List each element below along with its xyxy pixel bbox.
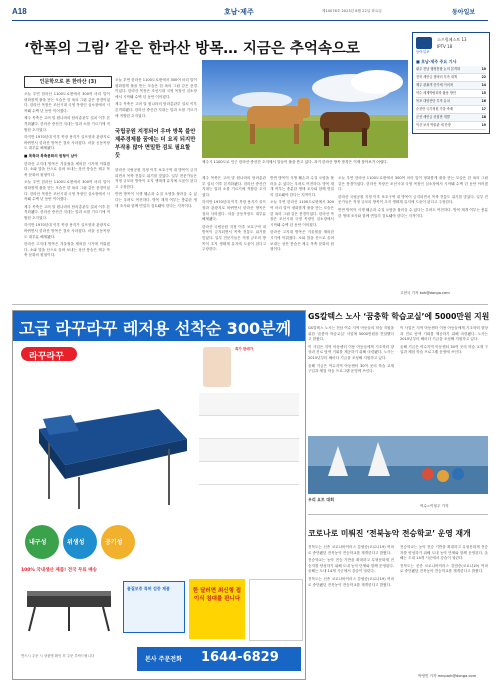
corona-headline: 코로나로 미뤄진 ‘전북농악 전승학교’ 운영 재개	[308, 529, 471, 538]
paragraph: 하지만 1970년대 이후 목장 용지가 골프장과 관광지로 바뀌면서 한라산 방목은 점차 사라졌다. 마을 공동목장도 대부분 해체됐다.	[24, 223, 110, 239]
gs-photo-caption: 우리 요트 대회	[308, 497, 334, 502]
badge-label: 위생성	[67, 539, 85, 546]
second-column-text	[115, 78, 197, 128]
section-title: 호남·제주	[224, 8, 254, 16]
paragraph: 오늘 우연 한라산 1100도로변에서 300여 마리 말이 평화롭게 풀을 뜯는 모습은 한 폭의 그림 같은 풍경이었다. 한라산 목장은 조선시대 국영 목장인 십소장에서 시작돼 수백 년 동안 이어졌다.	[115, 78, 197, 99]
index-row	[416, 114, 486, 122]
index-row-label: 순천만 국가정원 가을 축제	[416, 107, 453, 111]
index-row-label: 전북 새만금 잼버리 후속 대책	[416, 75, 458, 79]
ad-quality-box	[123, 581, 185, 633]
paragraph: 제주 목축은 고려 말 원나라의 탐라총관부 설치 이후 본격화됐다. 한라산 중산간 지대는 말과 소를 기르기에 적합한 초지였다.	[24, 116, 110, 132]
photo-caption: 제주시 1100도로 인근 한라산 중산간 초지에서 말들이 풀을 뜯고 있다. 과거 한라산 방목 풍경은 이제 찾아보기 어렵다.	[202, 160, 388, 164]
ad-promo-3: 품질보증 특허 검증 제품	[127, 586, 170, 591]
badge-label: 내구성	[29, 539, 47, 546]
paragraph: GS칼텍스 노사는 전남 여수 지역 아동들의 학습 지원을 위한 ‘꿈충학 학습교실’ 사업에 5000만원을 전달했다고 밝혔다.	[308, 326, 394, 342]
paragraph: 한라산 고지대 방목은 겨울철을 제외한 시기에 이뤄졌다. 소와 말을 산으로 올려 보내는 상산 풍습은 제주 목축 문화의 원형이다.	[24, 242, 110, 258]
page-number: A18	[12, 7, 27, 16]
phone-number: 1644-6829	[201, 650, 279, 665]
ad-brand: 라꾸라꾸	[29, 352, 64, 362]
ad-price-label: 특가 판매가	[235, 347, 254, 351]
paragraph: 전승학교는 농악 전승 기반을 확대하고 무형문화재 전승자를 양성하기 위해 도내 농악 단체와 함께 운영된다. 올해는 도내 14개 시군에서 강습이 열린다.	[400, 545, 488, 561]
index-row-page: 19	[481, 123, 486, 127]
index-row	[416, 82, 486, 90]
section-divider	[12, 304, 488, 305]
horse-photo	[202, 60, 408, 158]
index-row-label: 군산 새만금 신항만 개발	[416, 115, 450, 119]
paragraph: 하지만 1970년대 이후 목장 용지가 골프장과 관광지로 바뀌면서 한라산 방목은 점차 사라졌다. 마을 공동목장도 대부분 해체됐다.	[202, 200, 266, 222]
phone-label: 본사 주문전화	[145, 656, 182, 663]
index-row-page: 22	[481, 75, 486, 79]
paragraph: 이 사업은 지역 아동센터 이용 아동들에게 기초학력 향상과 진로 탐색 기회를 제공하기 위해 마련됐다. 노사는 2015년부터 해마다 기금을 조성해 지원하고 있다.	[308, 344, 394, 360]
paragraph: 이 사업은 지역 아동센터 이용 아동들에게 기초학력 향상과 진로 탐색 기회를 제공하기 위해 마련됐다. 노사는 2015년부터 해마다 기금을 조성해 지원하고 있다.	[400, 326, 488, 342]
paragraph: 한라산 고지대 방목은 겨울철을 제외한 시기에 이뤄졌다. 소와 말을 산으로 올려 보내는 상산 풍습은 제주 목축 문화의 원형이다.	[24, 161, 110, 177]
index-row	[416, 98, 486, 106]
index-row-label: 여수 세계박람회장 활용 방안	[416, 91, 456, 95]
fifth-column-text	[338, 176, 488, 288]
ad-info-block	[235, 347, 301, 387]
index-row-label: 제주 관광객 증가세 이어져	[416, 83, 453, 87]
gs-photo	[308, 436, 488, 494]
index-row-page: 10	[481, 67, 486, 71]
paragraph: 제주 목축은 고려 말 원나라의 탐라총관부 설치 이후 본격화됐다. 한라산 중산간 지대는 말과 소를 기르기에 적합한 초지였다.	[115, 102, 197, 118]
column-title: 인문학으로 본 한라산 (3)	[24, 76, 112, 88]
issue-info: 제10076호 2023년 8월 22일 화요일	[322, 9, 382, 13]
paragraph: 하지만 1970년대 이후 목장 용지가 골프장과 관광지로 바뀌면서 한라산 방목은 점차 사라졌다. 마을 공동목장도 대부분 해체됐다.	[24, 135, 110, 151]
index-row-page: 17	[481, 107, 486, 111]
masthead: 동아일보	[452, 9, 476, 16]
corona-column-right	[400, 545, 488, 671]
ad-promo-line: 100% 국내생산 제품! 전국 무료 배송	[21, 568, 97, 573]
index-row-page: 18	[481, 115, 486, 119]
index-row	[416, 90, 486, 98]
subhead: ■ 목축과 목축문화의 원형이 남아	[24, 153, 78, 158]
index-table	[416, 66, 486, 130]
index-item: IPTV 18	[437, 44, 453, 49]
paragraph: 반면 방목이 식생 훼손과 수질 오염을 불러올 수 있다는 우려도 여전하다. 방목 재개 여부는 충분한 생태 조사와 함께 면밀히 검토돼야 한다는 지적이다.	[270, 176, 334, 197]
index-row-label: 익산 보석 박물관 새 단장	[416, 123, 451, 127]
badge-label: 공기성	[105, 539, 123, 546]
paragraph: 오늘 우연 한라산 1100도로변에서 300여 마리 말이 평화롭게 풀을 뜯는 모습은 한 폭의 그림 같은 풍경이었다. 한라산 목장은 조선시대 국영 목장인 십소장에서 시작돼 수백 년 동안 이어졌다.	[270, 200, 334, 227]
story-subhead: 국립공원 지정되어 우마 방목 불안 제주경제를 꿈에는 더 요직 되지만 부작용 많아 면밀한 검토 필요할 듯	[115, 129, 196, 159]
ad-notice: 반드시 주문 시 상품명 확인 후 주문 부탁드립니다	[21, 654, 95, 658]
story-divider	[308, 514, 488, 515]
paragraph: 오늘 우연 한라산 1100도로변에서 300여 마리 말이 평화롭게 풀을 뜯는 모습은 한 폭의 그림 같은 풍경이었다. 한라산 목장은 조선시대 국영 목장인 십소장에서 시작돼 수백 년 동안 이어졌다.	[338, 176, 488, 192]
paragraph: 오늘 우연 한라산 1100도로변에서 300여 마리 말이 평화롭게 풀을 뜯는 모습은 한 폭의 그림 같은 풍경이었다. 한라산 목장은 조선시대 국영 목장인 십소장에서 시작돼 수백 년 동안 이어졌다.	[24, 92, 110, 113]
index-row	[416, 106, 486, 114]
paragraph: 전북도는 신종 코로나바이러스 감염증(코로나19) 여파로 중단됐던 전북농악 전승학교를 재개한다고 밝혔다.	[308, 576, 394, 587]
ad-badge	[63, 525, 97, 559]
gs-column-right	[400, 326, 488, 434]
top-headline: ‘한폭의 그림’ 같은 한라산 방목… 지금은 추억속으로	[24, 41, 360, 57]
corona-byline: 박영민 기자 minpark@donga.com	[418, 674, 477, 678]
index-row-page: 15	[481, 91, 486, 95]
paragraph: 반면 방목이 식생 훼손과 수질 오염을 불러올 수 있다는 우려도 여전하다. 방목 재개 여부는 충분한 생태 조사와 함께 면밀히 검토돼야 한다는 지적이다.	[115, 192, 197, 208]
model-photo	[203, 347, 231, 387]
index-row	[416, 74, 486, 82]
ad-brand-pill	[21, 347, 77, 361]
gs-byline: 여수=이형주 기자	[420, 504, 449, 508]
ad-banner	[12, 310, 306, 680]
ad-promo-2: 한 달러면 최신형 접이식 침대를 판니다	[192, 588, 242, 602]
index-box	[412, 32, 490, 134]
index-logo-text: 동아일보	[416, 50, 430, 54]
fourth-column-text	[270, 176, 334, 300]
index-row-page: 16	[481, 99, 486, 103]
ad-offer-box	[189, 579, 245, 639]
paragraph: 반면 방목이 식생 훼손과 수질 오염을 불러올 수 있다는 우려도 여전하다. 방목 재개 여부는 충분한 생태 조사와 함께 면밀히 검토돼야 한다는 지적이다.	[338, 207, 488, 218]
paragraph: 한라산 고지대 방목은 겨울철을 제외한 시기에 이뤄졌다. 소와 말을 산으로 올려 보내는 상산 풍습은 제주 목축 문화의 원형이다.	[270, 230, 334, 252]
index-row	[416, 66, 486, 74]
paragraph: 올해 기금은 여수지역 아동센터 30여 곳의 학습 교재 구입과 체험 학습 프로그램 운영에 쓰인다.	[308, 363, 394, 374]
ad-badge	[25, 525, 59, 559]
index-row-page: 14	[481, 83, 486, 87]
paragraph: 오늘 우연 한라산 1100도로변에서 300여 마리 말이 평화롭게 풀을 뜯는 모습은 한 폭의 그림 같은 풍경이었다. 한라산 목장은 조선시대 국영 목장인 십소장에서 시작돼 수백 년 동안 이어졌다.	[24, 180, 110, 202]
ad-product-list	[199, 393, 299, 503]
ad-title: 고급 라꾸라꾸 레저용 선착순 300분께	[19, 319, 292, 338]
index-logo-icon	[416, 37, 432, 49]
paragraph: 전북도는 신종 코로나바이러스 감염증(코로나19) 여파로 중단됐던 전북농악 전승학교를 재개한다고 밝혔다.	[400, 563, 488, 574]
paragraph: 전북도는 신종 코로나바이러스 감염증(코로나19) 여파로 중단됐던 전북농악 전승학교를 재개한다고 밝혔다.	[308, 545, 394, 555]
bed-image	[19, 369, 191, 519]
index-row-label: 목포 대양산단 투자 유치	[416, 99, 450, 103]
paragraph: 한라산 국립공원 지정 이후 보호구역 내 방목이 금지되면서 목축 전통도 위기를 맞았다. 일부 전문가들은 적정 규모의 방목이 초지 생태계 유지에 도움이 된다고 주장한다.	[202, 224, 266, 252]
index-row-label: 광주 전남 행정통합 논의 본격화	[416, 67, 461, 71]
gs-headline: GS칼텍스 노사 ‘꿈충학 학습교실’에 5000만원 지원	[308, 312, 490, 321]
byline: 고현국 기자 koh@donga.com	[400, 291, 450, 295]
paragraph: 제주 목축은 고려 말 원나라의 탐라총관부 설치 이후 본격화됐다. 한라산 중산간 지대는 말과 소를 기르기에 적합한 초지였다.	[202, 176, 266, 197]
paragraph: 한라산 국립공원 지정 이후 보호구역 내 방목이 금지되면서 목축 전통도 위기를 맞았다. 일부 전문가들은 적정 규모의 방목이 초지 생태계 유지에 도움이 된다고 주장한다.	[115, 168, 197, 189]
corona-column-left	[308, 545, 394, 675]
index-item: 스프링페스트 13	[437, 37, 467, 42]
paragraph: 한라산 국립공원 지정 이후 보호구역 내 방목이 금지되면서 목축 전통도 위기를 맞았다. 일부 전문가들은 적정 규모의 방목이 초지 생태계 유지에 도움이 된다고 주장한다.	[338, 194, 488, 205]
ad-title-bar	[13, 311, 305, 341]
ad-side-list	[249, 579, 303, 641]
paragraph: 올해 기금은 여수지역 아동센터 30여 곳의 학습 교재 구입과 체험 학습 프로그램 운영에 쓰인다.	[400, 344, 488, 355]
gs-column-left	[308, 326, 394, 434]
ad-phone-bar	[137, 647, 301, 671]
folding-bed-image	[21, 579, 117, 639]
index-row	[416, 122, 486, 130]
header-rule	[12, 20, 488, 21]
paragraph: 전승학교는 농악 전승 기반을 확대하고 무형문화재 전승자를 양성하기 위해 도내 농악 단체와 함께 운영된다. 올해는 도내 14개 시군에서 강습이 열린다.	[308, 558, 394, 574]
index-table-title: ■ 호남·제주 주요 기사	[416, 59, 457, 64]
page-header	[12, 6, 488, 20]
ad-badge	[101, 525, 135, 559]
second-column-text-2	[115, 168, 197, 238]
third-column-text	[202, 176, 266, 300]
paragraph: 제주 목축은 고려 말 원나라의 탐라총관부 설치 이후 본격화됐다. 한라산 중산간 지대는 말과 소를 기르기에 적합한 초지였다.	[24, 204, 110, 220]
